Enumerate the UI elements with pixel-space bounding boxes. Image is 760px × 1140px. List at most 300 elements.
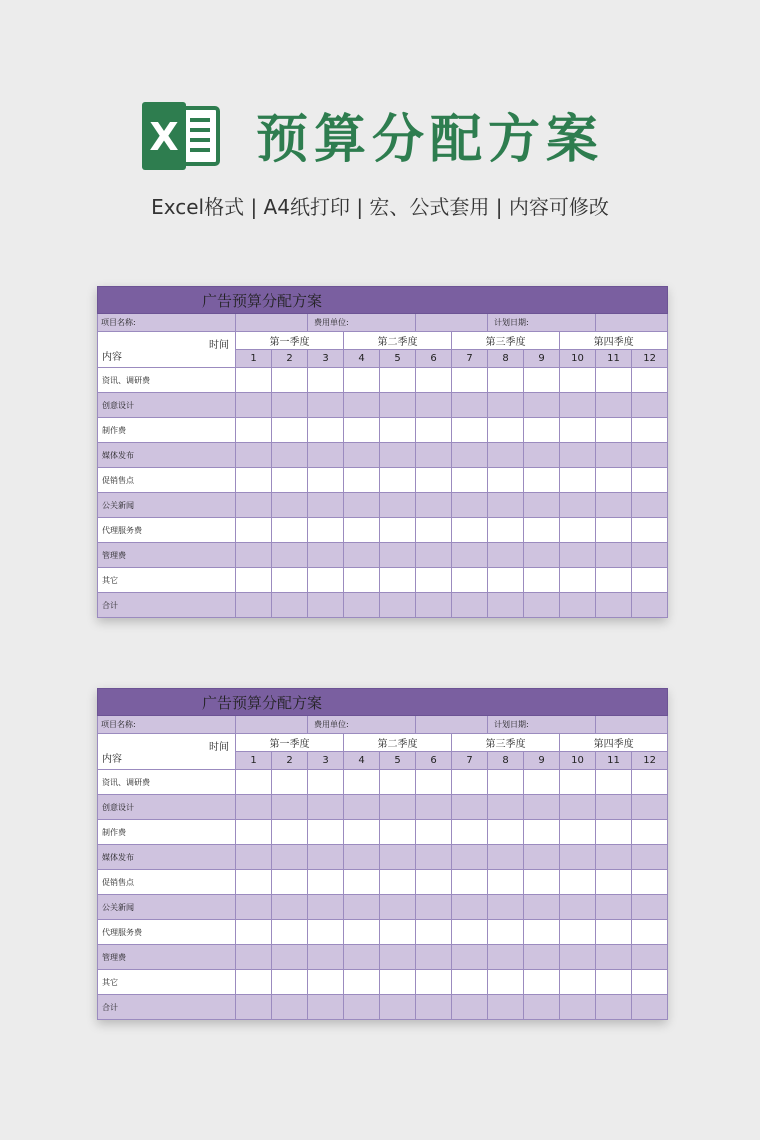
table-row <box>98 468 668 493</box>
budget-cell[interactable] <box>308 895 344 920</box>
budget-cell[interactable] <box>380 970 416 995</box>
table-row <box>98 368 668 393</box>
budget-cell[interactable] <box>488 418 524 443</box>
budget-cell[interactable] <box>632 870 668 895</box>
budget-cell[interactable] <box>380 518 416 543</box>
month-header: 11 <box>596 752 632 770</box>
budget-cell[interactable] <box>380 920 416 945</box>
budget-cell[interactable] <box>632 543 668 568</box>
budget-cell[interactable] <box>272 443 308 468</box>
budget-cell[interactable] <box>380 393 416 418</box>
budget-cell[interactable] <box>596 920 632 945</box>
budget-cell[interactable] <box>596 770 632 795</box>
budget-cell[interactable] <box>344 920 380 945</box>
month-header: 7 <box>452 752 488 770</box>
budget-cell[interactable] <box>452 770 488 795</box>
budget-cell[interactable] <box>596 870 632 895</box>
budget-cell[interactable] <box>596 393 632 418</box>
fee-unit-value[interactable] <box>416 314 488 332</box>
budget-cell[interactable] <box>452 945 488 970</box>
budget-cell[interactable] <box>308 770 344 795</box>
budget-cell[interactable] <box>560 845 596 870</box>
budget-cell[interactable] <box>236 820 272 845</box>
budget-cell[interactable] <box>452 443 488 468</box>
budget-cell[interactable] <box>596 493 632 518</box>
budget-cell[interactable] <box>632 795 668 820</box>
budget-cell[interactable] <box>488 468 524 493</box>
budget-cell[interactable] <box>488 920 524 945</box>
budget-cell[interactable] <box>632 895 668 920</box>
budget-cell[interactable] <box>308 468 344 493</box>
budget-cell[interactable] <box>560 870 596 895</box>
budget-cell[interactable] <box>416 770 452 795</box>
category-label: 创意设计 <box>98 795 236 820</box>
corner-content-label: 内容 <box>102 754 122 765</box>
budget-cell[interactable] <box>524 518 560 543</box>
budget-cell[interactable] <box>596 945 632 970</box>
budget-cell[interactable] <box>308 970 344 995</box>
budget-cell[interactable] <box>416 970 452 995</box>
budget-cell[interactable] <box>344 543 380 568</box>
month-header: 5 <box>380 752 416 770</box>
budget-cell[interactable] <box>596 795 632 820</box>
budget-cell[interactable] <box>236 895 272 920</box>
budget-cell[interactable] <box>524 468 560 493</box>
budget-cell[interactable] <box>308 568 344 593</box>
budget-cell[interactable] <box>632 468 668 493</box>
budget-cell[interactable] <box>416 920 452 945</box>
budget-cell[interactable] <box>632 418 668 443</box>
budget-cell[interactable] <box>560 468 596 493</box>
budget-cell[interactable] <box>380 895 416 920</box>
budget-cell[interactable] <box>236 543 272 568</box>
budget-cell[interactable] <box>308 543 344 568</box>
budget-cell[interactable] <box>416 368 452 393</box>
category-label: 创意设计 <box>98 393 236 418</box>
budget-cell[interactable] <box>344 820 380 845</box>
budget-cell[interactable] <box>272 368 308 393</box>
budget-cell[interactable] <box>308 995 344 1020</box>
budget-cell[interactable] <box>272 820 308 845</box>
budget-cell[interactable] <box>236 393 272 418</box>
budget-cell[interactable] <box>524 945 560 970</box>
category-label: 公关新闻 <box>98 493 236 518</box>
budget-cell[interactable] <box>272 543 308 568</box>
category-label: 媒体发布 <box>98 845 236 870</box>
budget-cell[interactable] <box>380 770 416 795</box>
budget-cell[interactable] <box>416 568 452 593</box>
budget-cell[interactable] <box>452 493 488 518</box>
spreadsheet-preview-1 <box>97 286 667 618</box>
budget-cell[interactable] <box>308 418 344 443</box>
budget-cell[interactable] <box>344 995 380 1020</box>
budget-cell[interactable] <box>560 518 596 543</box>
budget-cell[interactable] <box>452 368 488 393</box>
budget-cell[interactable] <box>596 845 632 870</box>
month-header: 8 <box>488 752 524 770</box>
budget-cell[interactable] <box>380 995 416 1020</box>
budget-cell[interactable] <box>524 418 560 443</box>
budget-cell[interactable] <box>632 368 668 393</box>
month-header: 1 <box>236 350 272 368</box>
budget-cell[interactable] <box>560 995 596 1020</box>
budget-cell[interactable] <box>380 795 416 820</box>
budget-cell[interactable] <box>380 493 416 518</box>
budget-cell[interactable] <box>596 468 632 493</box>
table-row <box>98 920 668 945</box>
sheet-title-row <box>98 689 668 716</box>
budget-cell[interactable] <box>308 443 344 468</box>
month-header: 11 <box>596 350 632 368</box>
budget-cell[interactable] <box>632 920 668 945</box>
budget-cell[interactable] <box>596 995 632 1020</box>
budget-cell[interactable] <box>236 845 272 870</box>
budget-cell[interactable] <box>236 945 272 970</box>
quarter-header: 第三季度 <box>452 734 560 752</box>
budget-cell[interactable] <box>308 393 344 418</box>
budget-cell[interactable] <box>560 945 596 970</box>
logo-letter: X <box>149 115 179 159</box>
budget-cell[interactable] <box>272 995 308 1020</box>
budget-cell[interactable] <box>236 920 272 945</box>
budget-cell[interactable] <box>344 945 380 970</box>
budget-cell[interactable] <box>488 970 524 995</box>
table-row <box>98 870 668 895</box>
excel-logo-icon <box>140 100 222 172</box>
budget-cell[interactable] <box>308 845 344 870</box>
budget-cell[interactable] <box>452 568 488 593</box>
budget-cell[interactable] <box>236 770 272 795</box>
budget-cell[interactable] <box>236 518 272 543</box>
budget-cell[interactable] <box>596 443 632 468</box>
budget-cell[interactable] <box>452 895 488 920</box>
budget-cell[interactable] <box>488 593 524 618</box>
budget-cell[interactable] <box>416 393 452 418</box>
month-header: 3 <box>308 350 344 368</box>
budget-cell[interactable] <box>416 995 452 1020</box>
budget-cell[interactable] <box>632 820 668 845</box>
month-header: 2 <box>272 752 308 770</box>
table-row <box>98 568 668 593</box>
budget-cell[interactable] <box>596 820 632 845</box>
budget-cell[interactable] <box>452 845 488 870</box>
budget-cell[interactable] <box>308 870 344 895</box>
budget-cell[interactable] <box>344 468 380 493</box>
budget-cell[interactable] <box>416 443 452 468</box>
budget-cell[interactable] <box>488 870 524 895</box>
fee-unit-value[interactable] <box>416 716 488 734</box>
quarter-header: 第二季度 <box>344 734 452 752</box>
month-header: 9 <box>524 350 560 368</box>
budget-cell[interactable] <box>452 870 488 895</box>
budget-cell[interactable] <box>488 895 524 920</box>
budget-cell[interactable] <box>452 995 488 1020</box>
budget-cell[interactable] <box>560 418 596 443</box>
budget-cell[interactable] <box>524 593 560 618</box>
budget-cell[interactable] <box>272 920 308 945</box>
month-header: 7 <box>452 350 488 368</box>
budget-cell[interactable] <box>416 945 452 970</box>
budget-cell[interactable] <box>416 493 452 518</box>
budget-cell[interactable] <box>632 770 668 795</box>
budget-cell[interactable] <box>596 418 632 443</box>
budget-cell[interactable] <box>416 518 452 543</box>
budget-cell[interactable] <box>488 493 524 518</box>
budget-cell[interactable] <box>236 443 272 468</box>
category-label: 管理费 <box>98 543 236 568</box>
budget-cell[interactable] <box>272 493 308 518</box>
budget-cell[interactable] <box>344 368 380 393</box>
budget-cell[interactable] <box>308 493 344 518</box>
budget-cell[interactable] <box>380 568 416 593</box>
budget-cell[interactable] <box>524 845 560 870</box>
budget-cell[interactable] <box>308 920 344 945</box>
budget-cell[interactable] <box>272 393 308 418</box>
project-name-label: 项目名称: <box>98 716 236 734</box>
budget-cell[interactable] <box>560 493 596 518</box>
budget-cell[interactable] <box>380 468 416 493</box>
table-row <box>98 945 668 970</box>
table-row <box>98 845 668 870</box>
budget-table <box>97 286 668 618</box>
budget-cell[interactable] <box>452 593 488 618</box>
project-name-value[interactable] <box>236 314 308 332</box>
budget-cell[interactable] <box>236 795 272 820</box>
budget-cell[interactable] <box>236 970 272 995</box>
budget-cell[interactable] <box>452 920 488 945</box>
budget-cell[interactable] <box>596 568 632 593</box>
budget-cell[interactable] <box>524 870 560 895</box>
category-label: 制作费 <box>98 418 236 443</box>
category-label: 其它 <box>98 970 236 995</box>
budget-cell[interactable] <box>308 518 344 543</box>
budget-cell[interactable] <box>236 418 272 443</box>
budget-cell[interactable] <box>524 568 560 593</box>
budget-cell[interactable] <box>488 568 524 593</box>
budget-cell[interactable] <box>380 543 416 568</box>
budget-cell[interactable] <box>524 995 560 1020</box>
budget-cell[interactable] <box>452 393 488 418</box>
budget-cell[interactable] <box>236 368 272 393</box>
budget-cell[interactable] <box>272 418 308 443</box>
budget-cell[interactable] <box>380 443 416 468</box>
budget-cell[interactable] <box>344 393 380 418</box>
budget-cell[interactable] <box>344 970 380 995</box>
budget-cell[interactable] <box>272 568 308 593</box>
corner-header <box>98 332 236 368</box>
budget-cell[interactable] <box>596 368 632 393</box>
budget-cell[interactable] <box>488 368 524 393</box>
budget-cell[interactable] <box>380 945 416 970</box>
budget-cell[interactable] <box>344 770 380 795</box>
budget-cell[interactable] <box>632 845 668 870</box>
budget-cell[interactable] <box>236 493 272 518</box>
budget-cell[interactable] <box>524 393 560 418</box>
budget-cell[interactable] <box>488 945 524 970</box>
budget-cell[interactable] <box>344 518 380 543</box>
budget-cell[interactable] <box>344 568 380 593</box>
budget-cell[interactable] <box>452 820 488 845</box>
budget-cell[interactable] <box>560 543 596 568</box>
budget-cell[interactable] <box>632 443 668 468</box>
budget-cell[interactable] <box>560 920 596 945</box>
category-label: 合计 <box>98 995 236 1020</box>
budget-cell[interactable] <box>416 820 452 845</box>
budget-cell[interactable] <box>416 468 452 493</box>
budget-cell[interactable] <box>632 518 668 543</box>
budget-cell[interactable] <box>236 568 272 593</box>
budget-cell[interactable] <box>632 568 668 593</box>
budget-cell[interactable] <box>488 995 524 1020</box>
budget-cell[interactable] <box>452 795 488 820</box>
budget-cell[interactable] <box>452 518 488 543</box>
budget-cell[interactable] <box>452 418 488 443</box>
budget-cell[interactable] <box>524 895 560 920</box>
budget-cell[interactable] <box>596 970 632 995</box>
budget-cell[interactable] <box>452 468 488 493</box>
budget-cell[interactable] <box>416 845 452 870</box>
budget-cell[interactable] <box>272 518 308 543</box>
budget-cell[interactable] <box>380 845 416 870</box>
budget-cell[interactable] <box>632 945 668 970</box>
budget-cell[interactable] <box>272 468 308 493</box>
plan-date-value[interactable] <box>596 314 668 332</box>
budget-cell[interactable] <box>308 368 344 393</box>
budget-cell[interactable] <box>272 845 308 870</box>
budget-cell[interactable] <box>308 945 344 970</box>
budget-cell[interactable] <box>380 418 416 443</box>
budget-cell[interactable] <box>416 795 452 820</box>
category-label: 媒体发布 <box>98 443 236 468</box>
budget-cell[interactable] <box>524 493 560 518</box>
budget-cell[interactable] <box>632 970 668 995</box>
category-label: 促销售点 <box>98 468 236 493</box>
quarter-header-row <box>98 332 668 350</box>
budget-cell[interactable] <box>452 970 488 995</box>
budget-cell[interactable] <box>272 895 308 920</box>
budget-cell[interactable] <box>272 870 308 895</box>
budget-cell[interactable] <box>488 518 524 543</box>
budget-cell[interactable] <box>524 920 560 945</box>
table-row <box>98 593 668 618</box>
budget-cell[interactable] <box>524 795 560 820</box>
budget-cell[interactable] <box>488 845 524 870</box>
budget-cell[interactable] <box>560 795 596 820</box>
plan-date-value[interactable] <box>596 716 668 734</box>
category-label: 代理服务费 <box>98 518 236 543</box>
budget-cell[interactable] <box>344 418 380 443</box>
budget-cell[interactable] <box>380 820 416 845</box>
month-header: 10 <box>560 752 596 770</box>
budget-cell[interactable] <box>524 770 560 795</box>
budget-cell[interactable] <box>560 568 596 593</box>
project-name-value[interactable] <box>236 716 308 734</box>
budget-cell[interactable] <box>488 443 524 468</box>
budget-cell[interactable] <box>272 593 308 618</box>
budget-cell[interactable] <box>596 543 632 568</box>
budget-table <box>97 688 668 1020</box>
budget-cell[interactable] <box>632 493 668 518</box>
plan-date-label: 计划日期: <box>488 314 596 332</box>
sheet-info-row <box>98 314 668 332</box>
budget-cell[interactable] <box>632 393 668 418</box>
table-row <box>98 970 668 995</box>
budget-cell[interactable] <box>380 593 416 618</box>
project-name-label: 项目名称: <box>98 314 236 332</box>
budget-cell[interactable] <box>380 870 416 895</box>
quarter-header: 第四季度 <box>560 332 668 350</box>
budget-cell[interactable] <box>272 970 308 995</box>
budget-cell[interactable] <box>560 393 596 418</box>
table-row <box>98 543 668 568</box>
budget-cell[interactable] <box>452 543 488 568</box>
spreadsheet-preview-2 <box>97 688 667 1020</box>
budget-cell[interactable] <box>524 820 560 845</box>
budget-cell[interactable] <box>308 820 344 845</box>
budget-cell[interactable] <box>416 543 452 568</box>
budget-cell[interactable] <box>596 518 632 543</box>
budget-cell[interactable] <box>416 870 452 895</box>
budget-cell[interactable] <box>272 795 308 820</box>
budget-cell[interactable] <box>488 770 524 795</box>
budget-cell[interactable] <box>560 895 596 920</box>
budget-cell[interactable] <box>416 418 452 443</box>
budget-cell[interactable] <box>344 593 380 618</box>
budget-cell[interactable] <box>308 593 344 618</box>
budget-cell[interactable] <box>236 995 272 1020</box>
budget-cell[interactable] <box>344 870 380 895</box>
budget-cell[interactable] <box>272 945 308 970</box>
budget-cell[interactable] <box>488 393 524 418</box>
budget-cell[interactable] <box>560 770 596 795</box>
budget-cell[interactable] <box>308 795 344 820</box>
budget-cell[interactable] <box>344 845 380 870</box>
budget-cell[interactable] <box>416 593 452 618</box>
budget-cell[interactable] <box>560 820 596 845</box>
budget-cell[interactable] <box>344 443 380 468</box>
budget-cell[interactable] <box>488 543 524 568</box>
corner-time-label: 时间 <box>209 742 229 753</box>
budget-cell[interactable] <box>416 895 452 920</box>
budget-cell[interactable] <box>524 970 560 995</box>
budget-cell[interactable] <box>524 443 560 468</box>
budget-cell[interactable] <box>524 543 560 568</box>
budget-cell[interactable] <box>236 870 272 895</box>
budget-cell[interactable] <box>344 795 380 820</box>
budget-cell[interactable] <box>632 995 668 1020</box>
budget-cell[interactable] <box>524 368 560 393</box>
budget-cell[interactable] <box>560 593 596 618</box>
budget-cell[interactable] <box>596 895 632 920</box>
budget-cell[interactable] <box>344 493 380 518</box>
budget-cell[interactable] <box>236 593 272 618</box>
budget-cell[interactable] <box>236 468 272 493</box>
budget-cell[interactable] <box>272 770 308 795</box>
quarter-header: 第三季度 <box>452 332 560 350</box>
quarter-header-row <box>98 734 668 752</box>
budget-cell[interactable] <box>344 895 380 920</box>
budget-cell[interactable] <box>488 795 524 820</box>
budget-cell[interactable] <box>596 593 632 618</box>
budget-cell[interactable] <box>560 443 596 468</box>
budget-cell[interactable] <box>560 368 596 393</box>
budget-cell[interactable] <box>488 820 524 845</box>
budget-cell[interactable] <box>380 368 416 393</box>
fee-unit-label: 费用单位: <box>308 716 416 734</box>
month-header: 12 <box>632 350 668 368</box>
budget-cell[interactable] <box>560 970 596 995</box>
budget-cell[interactable] <box>632 593 668 618</box>
